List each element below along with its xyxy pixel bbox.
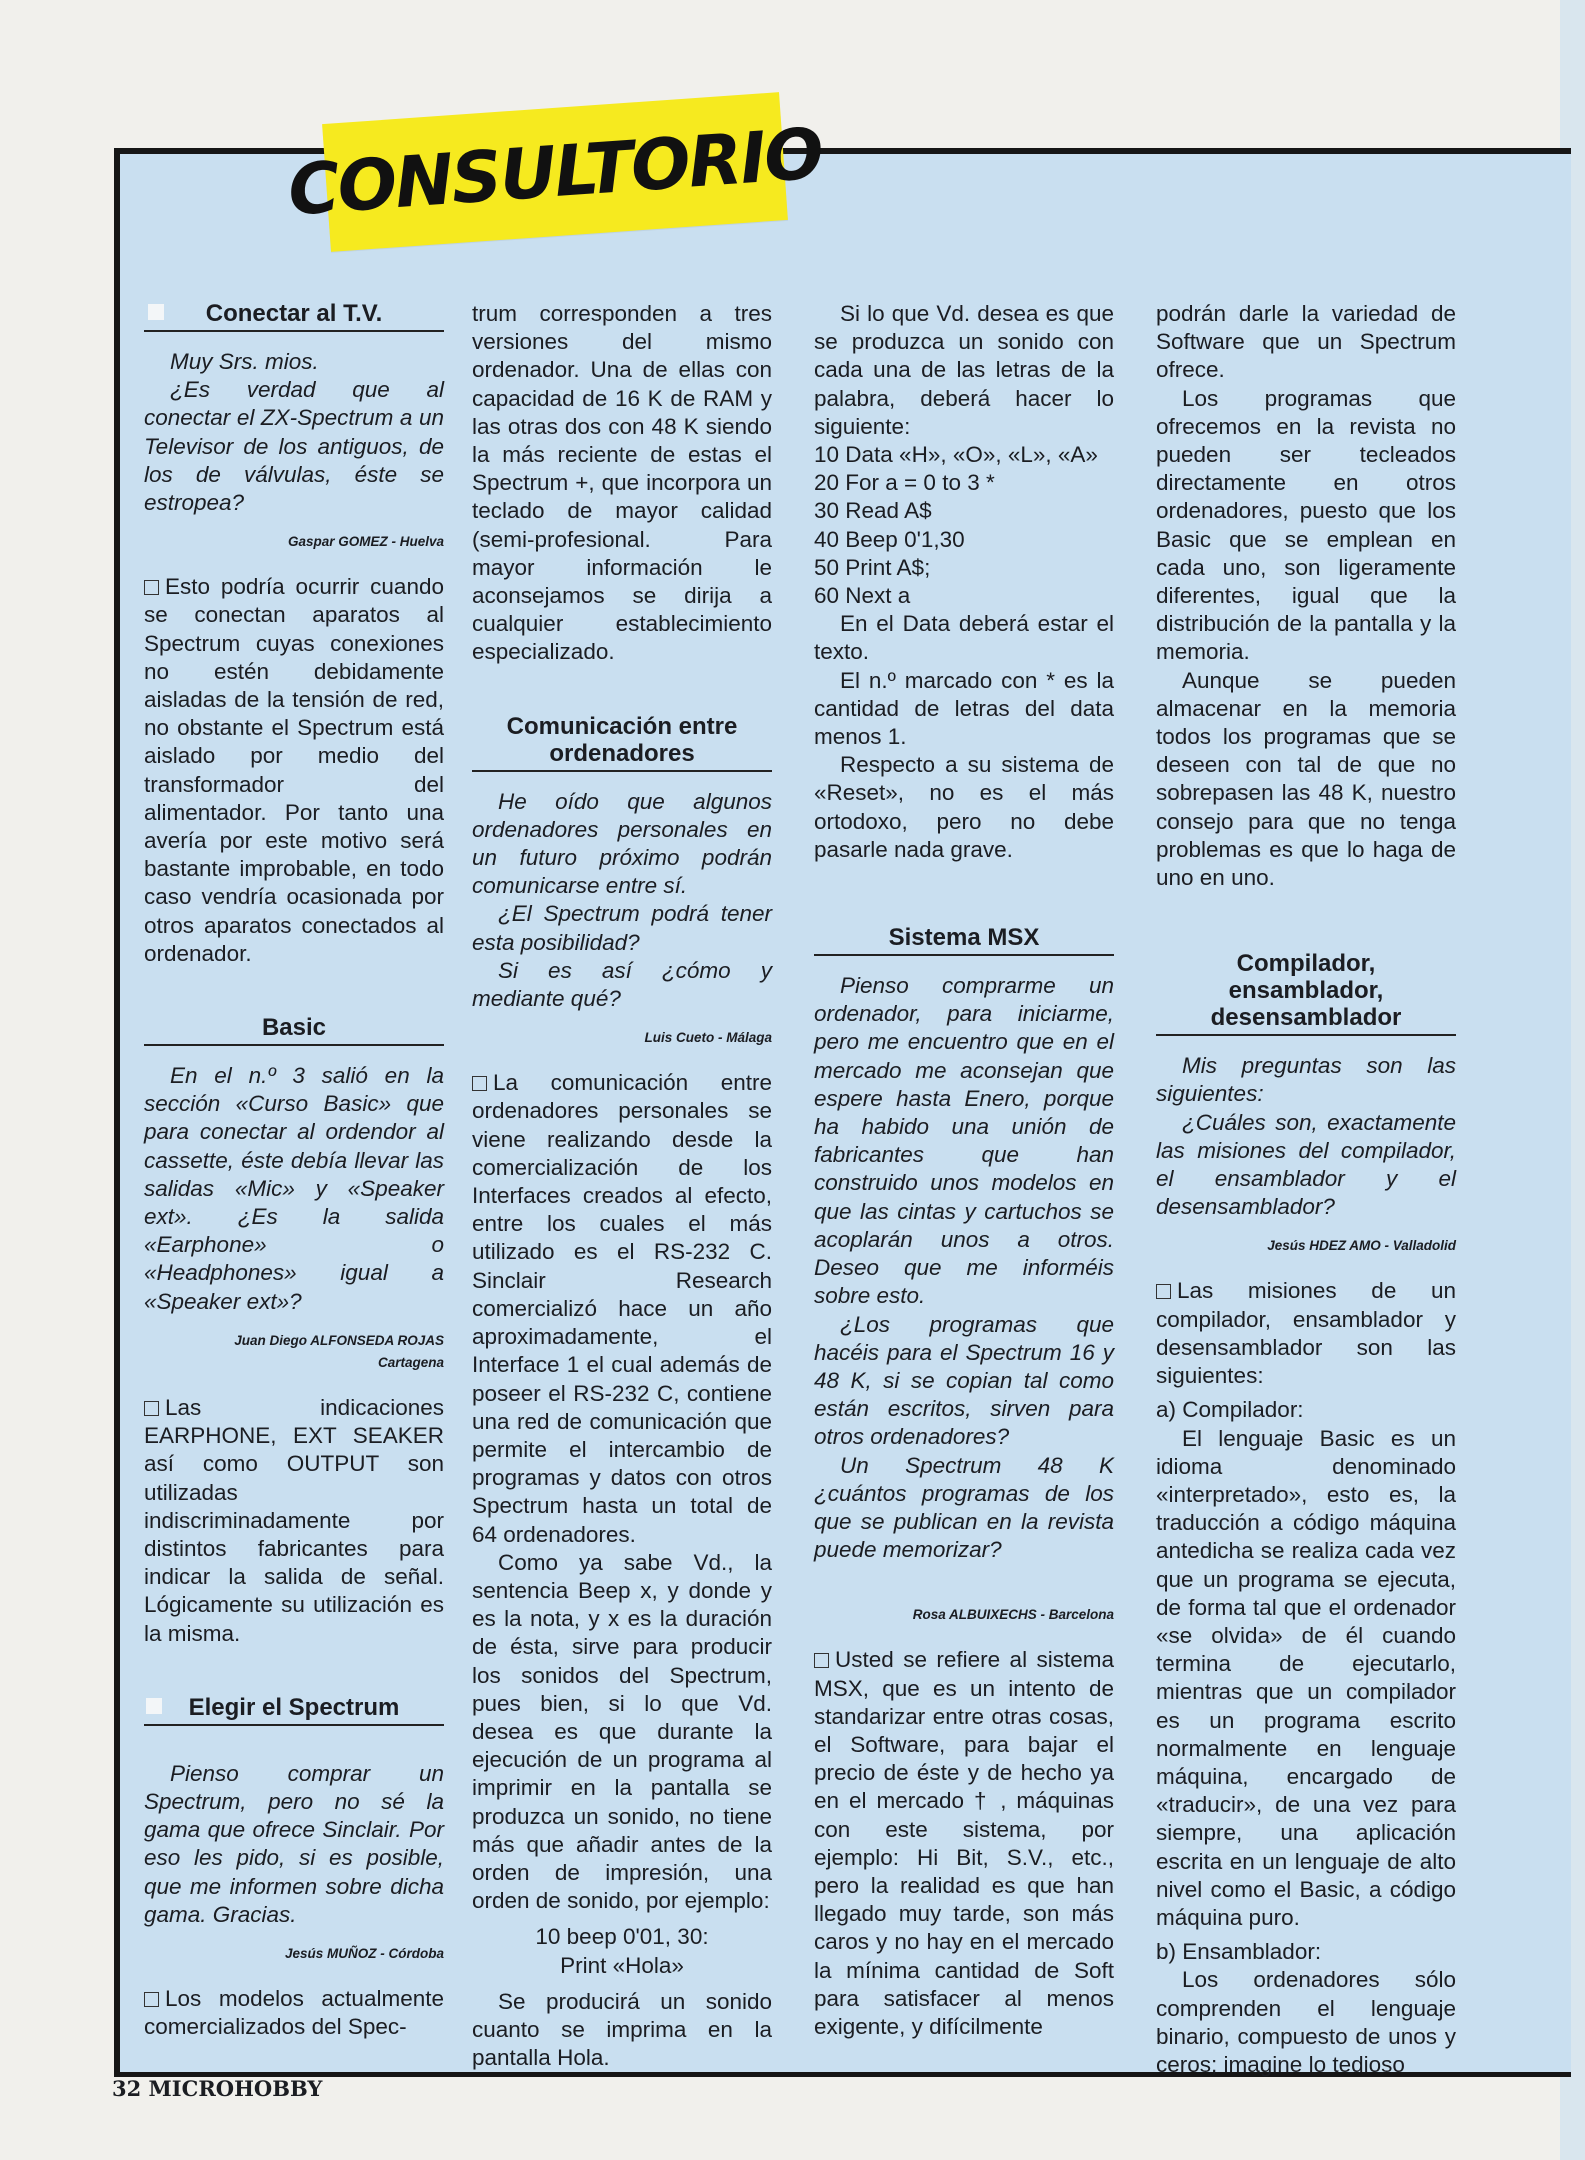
answer-box-icon xyxy=(814,1653,829,1668)
column-2 xyxy=(472,300,772,2072)
question-text: ¿Los programas que hacéis para el Spectrum 16 y 48 K, si se copian tal como están escritos, sirven para otros ordenadores? xyxy=(814,1311,1114,1450)
code-line: 10 beep 0'01, 30: xyxy=(535,1924,709,1950)
answer-body: La comunicación entre ordenadores personales se viene realizando desde la comercialización de los Interfaces creados al efecto, entre los cuales el más utilizado es el RS-232 C. Sinclair Research comercializó hace un año aproximadamente, el Interface 1 el cual además de poseer el RS-232 C, contiene una red de comunicación que permite el intercambio de programas y datos con otros Spectrum hasta un total de 64 ordenadores. xyxy=(472,1070,772,1547)
signature: Gaspar GOMEZ - Huelva xyxy=(287,534,444,550)
paragraph: Si lo que Vd. desea es que se produzca un sonido con cada una de las letras de la palabra, deberá hacer lo siguiente: xyxy=(814,301,1114,439)
column-3 xyxy=(814,300,1114,2041)
code-line: 60 Next a xyxy=(814,583,911,609)
paragraph: Respecto a su sistema de «Reset», no es el más ortodoxo, pero no debe pasarle nada grave. xyxy=(814,752,1114,862)
section-title: CONSULTORIO xyxy=(285,112,825,232)
code-line: 50 Print A$; xyxy=(814,554,931,580)
answer-text xyxy=(814,1646,1114,2041)
answer-box-icon xyxy=(144,1992,159,2007)
question-text: Un Spectrum 48 K ¿cuántos programas de los que se publican en la revista puede memorizar? xyxy=(814,1452,1114,1563)
magazine-name: MICROHOBBY xyxy=(148,2076,323,2101)
list-label: a) Compilador: xyxy=(1156,1397,1304,1423)
page-footer xyxy=(112,2076,322,2101)
question-text: Si es así ¿cómo y mediante qué? xyxy=(472,957,772,1012)
question-text: Mis preguntas son las siguientes: xyxy=(1156,1053,1456,1107)
signature: Jesús MUÑOZ - Córdoba xyxy=(284,1945,444,1961)
signature: Luis Cueto - Málaga xyxy=(644,1030,772,1046)
signature: Jesús HDEZ AMO - Valladolid xyxy=(1267,1238,1456,1254)
list-label: b) Ensamblador: xyxy=(1156,1939,1322,1965)
paragraph: En el Data deberá estar el texto. xyxy=(814,611,1114,665)
question-text: ¿El Spectrum podrá tener esta posibilidad? xyxy=(472,901,772,955)
answer-text xyxy=(1156,1277,1456,1390)
article-heading: Basic xyxy=(144,1014,444,1046)
question-text: Pienso comprar un Spectrum, pero no sé la gama que ofrece Sinclair. Por eso les pido, si es posible, que me informen sobre dicha gama. Gracias. xyxy=(144,1760,444,1927)
article-heading xyxy=(144,1694,444,1726)
page-number: 32 xyxy=(112,2076,142,2101)
answer-body: Usted se refiere al sistema MSX, que es un intento de standarizar entre otras cosas, el Software, para bajar el precio de éste y de hecho ya en el mercado † , máquinas con este sistema, por ejemplo: Hi Bit, S.V., etc., pero la realidad es que han llegado muy tarde, son más caros y no hay en el mercado la mínima cantidad de Soft para satisfacer al menos exigente, y difícilmente xyxy=(814,1647,1114,2039)
code-example xyxy=(472,1923,772,1979)
answer-body: Las misiones de un compilador, ensamblador y desensamblador son las siguientes: xyxy=(1156,1278,1456,1389)
answer-box-icon xyxy=(144,580,159,595)
paragraph: Aunque se pueden almacenar en la memoria todos los programas que se deseen con tal de que no sobrepasen las 48 K, nuestro consejo para que no tenga problemas es que lo haga de uno en uno. xyxy=(1156,667,1456,891)
answer-text xyxy=(144,1394,444,1648)
answer-box-icon xyxy=(144,1401,159,1416)
code-line: Print «Hola» xyxy=(560,1952,684,1978)
paragraph: El n.º marcado con * es la cantidad de letras del data menos 1. xyxy=(814,667,1114,750)
article-heading: Compilador, ensamblador, desensamblador xyxy=(1156,950,1456,1036)
answer-text: Como ya sabe Vd., la sentencia Beep x, y donde y es la nota, y x es la duración de ésta, sirve para producir los sonidos del Spectrum, pues bien, si lo que Vd. desea es que durante la ejecución de un programa al imprimir en la pantalla se produzca un sonido, no tiene más que añadir antes de la orden de impresión, una orden de sonido, por ejemplo: xyxy=(472,1549,772,1914)
code-line: 40 Beep 0'1,30 xyxy=(814,526,965,552)
answer-body: Esto podría ocurrir cuando se conectan aparatos al Spectrum cuyas conexiones no estén debidamente aisladas de la tensión de red, no obstante el Spectrum está aislado por medio del transformador del alimentador. Por tanto una avería por este motivo será bastante improbable, en todo caso vendría ocasionada por otros aparatos conectados al ordenador. xyxy=(144,574,444,966)
answer-text: Los ordenadores sólo comprenden el lenguaje binario, compuesto de unos y ceros; imagine lo tedioso xyxy=(1156,1967,1456,2077)
answer-text: El lenguaje Basic es un idioma denominado «interpretado», esto es, la traducción a código máquina antedicha se realiza cada vez que un programa se ejecuta, de forma tal que el ordenador «se olvida» de él cuando termina de ejecutarlo, mientras que un compilador es un programa escrito normalmente en lenguaje máquina, encargado de «traducir», de una vez para siempre, una aplicación escrita en un lenguaje de alto nivel como el Basic, a código máquina puro. xyxy=(1156,1425,1456,1930)
question-text: ¿Cuáles son, exactamente las misiones del compilador, el ensamblador y el desensamblador? xyxy=(1156,1109,1456,1220)
answer-box-icon xyxy=(1156,1284,1171,1299)
code-line: 20 For a = 0 to 3 * xyxy=(814,470,995,496)
question-text: He oído que algunos ordenadores personales en un futuro próximo podrán comunicarse entre sí. xyxy=(472,788,772,899)
question-text: ¿Es verdad que al conectar el ZX-Spectrum a un Televisor de los antiguos, de los de válvulas, éste se estropea? xyxy=(144,377,444,516)
continued-text: trum corresponden a tres versiones del mismo ordenador. Una de ellas con capacidad de 16 K de RAM y las otras dos con 48 K siendo la más reciente de estas el Spectrum +, que incorpora un teclado de mayor calidad (semi-profesional. Para mayor información le aconsejamos se dirija a cualquier establecimiento especializado. xyxy=(472,301,772,665)
code-listing xyxy=(814,441,1114,610)
answer-text xyxy=(144,1985,444,2041)
answer-body: Los modelos actualmente comercializados del Spec- xyxy=(144,1985,444,2040)
question-text: En el n.º 3 salió en la sección «Curso Basic» que para conectar al ordendor al cassette, éste debía llevar las salidas «Mic» y «Speaker ext». ¿Es la salida «Earphone» o «Headphones» igual a «Speaker ext»? xyxy=(144,1063,444,1314)
column-4 xyxy=(1156,300,1456,2079)
code-line: 30 Read A$ xyxy=(814,498,932,524)
signature: Rosa ALBUIXECHS - Barcelona xyxy=(912,1607,1114,1623)
code-line: 10 Data «H», «O», «L», «A» xyxy=(814,442,1098,468)
heading-text: Elegir el Spectrum xyxy=(188,1693,400,1721)
paragraph: Los programas que ofrecemos en la revista no pueden ser tecleados directamente en otros ordenadores, puesto que los Basic que se emplean en cada uno, son ligeramente diferentes, igual que la distribución de la pantalla y la memoria. xyxy=(1156,385,1456,665)
article-heading xyxy=(144,300,444,332)
question-text: Muy Srs. mios. xyxy=(170,349,319,374)
answer-text xyxy=(144,573,444,968)
signature-city: Cartagena xyxy=(377,1354,444,1370)
answer-body: Las indicaciones EARPHONE, EXT SEAKER así como OUTPUT son utilizadas indiscriminadamente por distintos fabricantes para indicar la salida de señal. Lógicamente su utilización es la misma. xyxy=(144,1394,444,1646)
answer-text: Se producirá un sonido cuanto se imprima en la pantalla Hola. xyxy=(472,1988,772,2071)
column-1 xyxy=(144,300,444,2041)
article-heading: Comunicación entre ordenadores xyxy=(472,713,772,772)
answer-box-icon xyxy=(472,1076,487,1091)
answer-text xyxy=(472,1069,772,1548)
heading-text: Conectar al T.V. xyxy=(205,300,383,327)
paragraph: podrán darle la variedad de Software que un Spectrum ofrece. xyxy=(1156,301,1456,383)
signature: Juan Diego ALFONSEDA ROJAS xyxy=(234,1332,444,1348)
question-text: Pienso comprarme un ordenador, para iniciarme, pero me encuentro que en el mercado me aconsejan que espere hasta Enero, porque ha habido una unión de fabricantes que han construido unos modelos en que las cintas y cartuchos se acoplarán unos a otros. Deseo que me informéis sobre esto. xyxy=(814,973,1114,1309)
article-heading: Sistema MSX xyxy=(814,924,1114,956)
